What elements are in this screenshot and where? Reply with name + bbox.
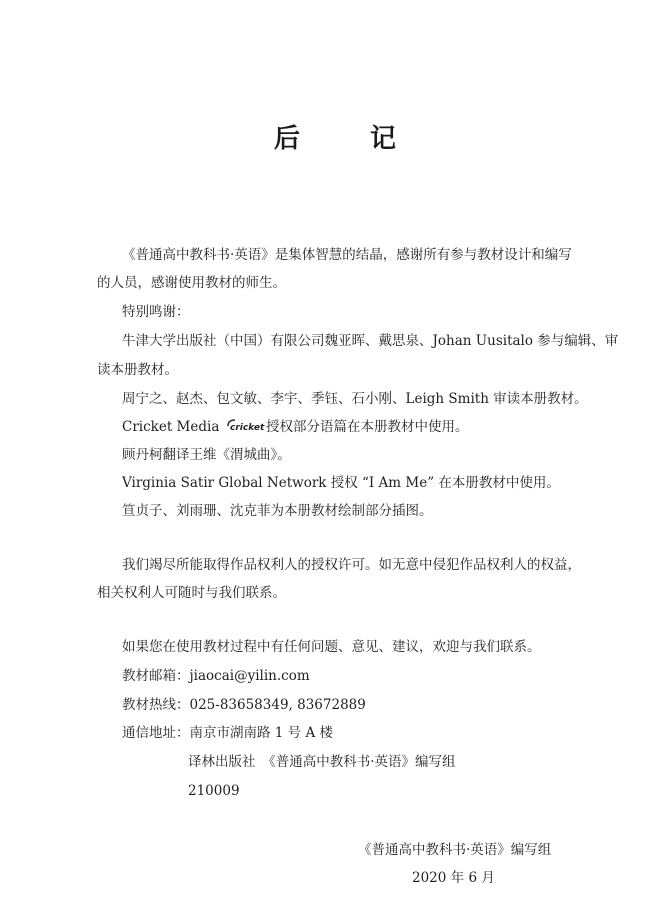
thanks-item-3-prefix: Cricket Media: [122, 419, 224, 435]
intro-line-2: 的人员，感谢使用教材的师生。: [97, 275, 286, 291]
contact-address-row: [122, 724, 333, 742]
thanks-item-5: Virginia Satir Global Network 授权 “I Am Me” 在本册教材中使用。: [122, 475, 560, 491]
cricket-logo-text: cricket: [229, 423, 264, 433]
phone-label: 教材热线：: [122, 697, 190, 713]
thanks-item-1-line-1: 牛津大学出版社（中国）有限公司魏亚晖、戴思泉、Johan Uusitalo 参与编辑、审: [122, 333, 619, 349]
intro-line-1: 《普通高中教科书·英语》是集体智慧的结晶，感谢所有参与教材设计和编写: [122, 247, 572, 263]
email-label: 教材邮箱：: [122, 668, 190, 684]
signature-group: 《普通高中教科书·英语》编写组: [358, 842, 552, 858]
thanks-item-4: 顾丹柯翻译王维《渭城曲》。: [122, 447, 291, 463]
cricket-logo-icon: [226, 418, 264, 434]
address-line-1: 南京市湖南路 1 号 A 楼: [189, 725, 334, 741]
signature-date: 2020 年 6 月: [412, 870, 495, 886]
contact-phone-row: [122, 696, 366, 714]
email-address: jiaocai@yilin.com: [189, 668, 310, 684]
postcode: 210009: [188, 783, 240, 799]
address-label: 通信地址：: [122, 725, 190, 741]
thanks-item-3-suffix: 授权部分语篇在本册教材中使用。: [261, 419, 469, 435]
rights-line-1: 我们竭尽所能取得作品权利人的授权许可。如无意中侵犯作品权利人的权益，: [122, 557, 581, 573]
rights-line-2: 相关权利人可随时与我们联系。: [97, 585, 286, 601]
thanks-heading: 特别鸣谢：: [122, 304, 190, 320]
thanks-item-6: 笪贞子、刘雨珊、沈克菲为本册教材绘制部分插图。: [122, 503, 433, 519]
contact-email-row: [122, 667, 310, 685]
page-title: 后 记: [273, 124, 418, 154]
address-line-2: 译林出版社 《普通高中教科书·英语》编写组: [188, 754, 456, 770]
thanks-item-2: 周宁之、赵杰、包文敏、李宇、季钰、石小刚、Leigh Smith 审读本册教材。: [122, 391, 588, 407]
thanks-item-3: [122, 418, 468, 436]
phone-number: 025-83658349, 83672889: [189, 697, 366, 713]
thanks-item-1-line-2: 读本册教材。: [97, 362, 178, 378]
contact-intro: 如果您在使用教材过程中有任何问题、意见、建议，欢迎与我们联系。: [122, 639, 541, 655]
